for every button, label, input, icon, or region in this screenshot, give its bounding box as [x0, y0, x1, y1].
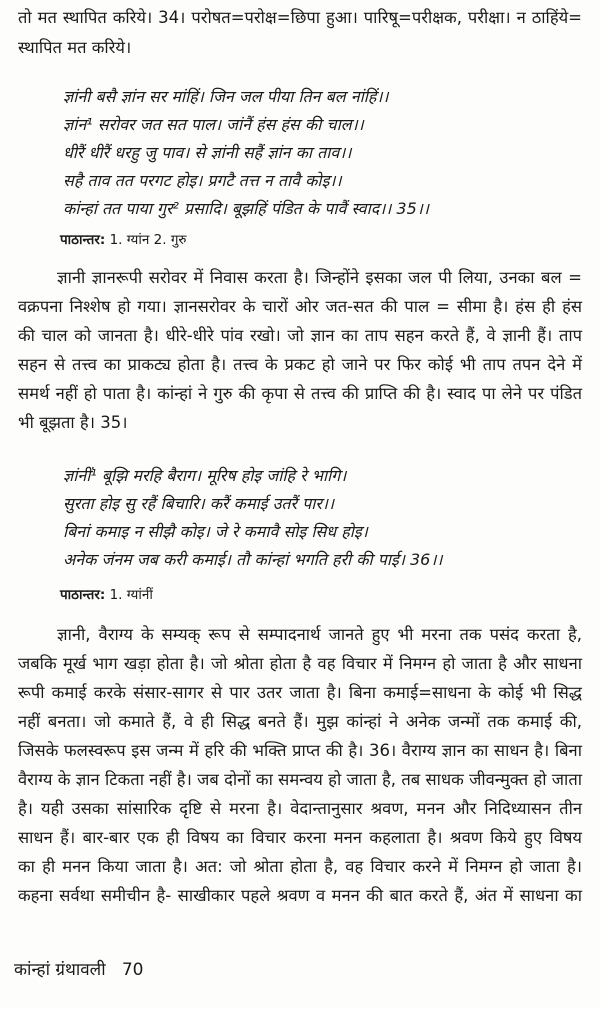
paragraph-line: वक्रपना निश्शेष हो गया। ज्ञानसरोवर के चारों ओर जत-सत की पाल = सीमा है। हंस ही हंस — [18, 297, 582, 316]
verse-line: अनेक जंनम जब करी कमाई। तौ कांन्हां भगति हरी की पाई। 36।। — [63, 550, 443, 569]
verse-line: कांन्हां तत पाया गुर² प्रसादि। बूझहिं पंडित के पावैं स्वाद।। 35।। — [63, 199, 429, 218]
page-footer — [14, 958, 143, 982]
variant-reading — [60, 230, 187, 250]
variant-text: 1. ग्यांनीं — [105, 587, 153, 603]
page-number: 70 — [121, 960, 144, 980]
paragraph-line: समर्थ नहीं हो पाता है। कांन्हां ने गुरु की कृपा से तत्त्व की प्राप्ति की है। स्वाद पा लेने पर पंडित — [18, 384, 582, 403]
verse-line: ज्ञांन¹ सरोवर जत सत पाल। जांनैं हंस हंस की चाल।। — [63, 115, 364, 134]
variant-reading — [60, 585, 153, 605]
variant-text: 1. ग्यांन 2. गुरु — [105, 232, 187, 248]
verse-line: सुरता होइ सु रहैं बिचारि। करैं कमाई उतरैं पार।। — [63, 494, 335, 513]
book-title: कांन्हां ग्रंथावली — [14, 960, 106, 980]
verse-line: ज्ञांनी बसै ज्ञांन सर मांहिं। जिन जल पीया तिन बल नांहिं।। — [63, 87, 389, 106]
paragraph-line: सहन से तत्त्व का प्राकट्य होता है। तत्त्व के प्रकट हो जाने पर फिर कोई भी ताप तपन देने में — [18, 355, 582, 374]
verse-line: ज्ञांनीं¹ बूझि मरहि बैराग। मूरिष होइ जांहि रे भागि। — [63, 466, 347, 485]
paragraph-line: का ही मनन किया जाता है। अत: जो श्रोता होता है, वह विचार करने में निमग्न हो जाता है। — [18, 857, 582, 876]
paragraph-line: है। यही उसका सांसारिक दृष्टि से मरना है। वेदान्तानुसार श्रवण, मनन और निदिध्यासन तीन — [18, 799, 582, 818]
paragraph-line: ज्ञानी, वैराग्य के सम्यक् रूप से सम्पादनार्थ जानते हुए भी मरना तक पसंद करता है, — [57, 625, 582, 644]
paragraph-line: साधन हैं। बार-बार एक ही विषय का विचार करना मनन कहलाता है। श्रवण किये हुए विषय — [18, 828, 582, 847]
verse-line: बिनां कमाइ न सीझै कोइ। जे रे कमावै सोइ सिध होइ। — [63, 522, 368, 541]
variant-label: पाठान्तर: — [60, 587, 106, 603]
paragraph-line: जबकि मूर्ख भाग खड़ा होता है। जो श्रोता होता है वह विचार में निमग्न हो जाता है और साधना — [18, 654, 582, 673]
verse-line: सहै ताव तत परगट होइ। प्रगटै तत्त न तावै कोइ।। — [63, 171, 342, 190]
verse-line: धीरैं धीरैं धरहु जु पाव। से ज्ञांनी सहैं ज्ञांन का ताव।। — [63, 143, 352, 162]
paragraph-line: की चाल को जानता है। धीरे-धीरे पांव रखो। जो ज्ञान का ताप सहन करते हैं, वे ज्ञानी हैं। ताप — [18, 326, 582, 345]
intro-line: तो मत स्थापित करिये। 34। परोषत=परोक्ष=छिपा हुआ। पारिषू=परीक्षक, परीक्षा। न ठाहिंये= — [18, 8, 582, 27]
paragraph-line: नहीं बनता। जो कमाते हैं, वे ही सिद्ध बनते हैं। मुझ कांन्हां ने अनेक जन्मों तक कमाई की, — [18, 712, 582, 731]
variant-label: पाठान्तर: — [60, 232, 106, 248]
paragraph-line: वैराग्य के ज्ञान टिकता नहीं है। जब दोनों का समन्वय हो जाता है, तब साधक जीवन्मुक्त हो जाता — [18, 770, 582, 789]
paragraph-line: भी बूझता है। 35। — [18, 413, 128, 432]
paragraph-line: कहना सर्वथा समीचीन है- साखीकार पहले श्रवण व मनन की बात करते हैं, अंत में साधना का — [18, 886, 582, 905]
intro-line: स्थापित मत करिये। — [18, 38, 132, 57]
paragraph-line: ज्ञानी ज्ञानरूपी सरोवर में निवास करता है। जिन्होंने इसका जल पी लिया, उनका बल = — [57, 268, 582, 287]
paragraph-line: जिसके फलस्वरूप इस जन्म में हरि की भक्ति प्राप्त की है। 36। वैराग्य ज्ञान का साधन है। बिना — [18, 741, 582, 760]
paragraph-line: रूपी कमाई करके संसार-सागर से पार उतर जाता है। बिना कमाई=साधना के कोई भी सिद्ध — [18, 683, 582, 702]
